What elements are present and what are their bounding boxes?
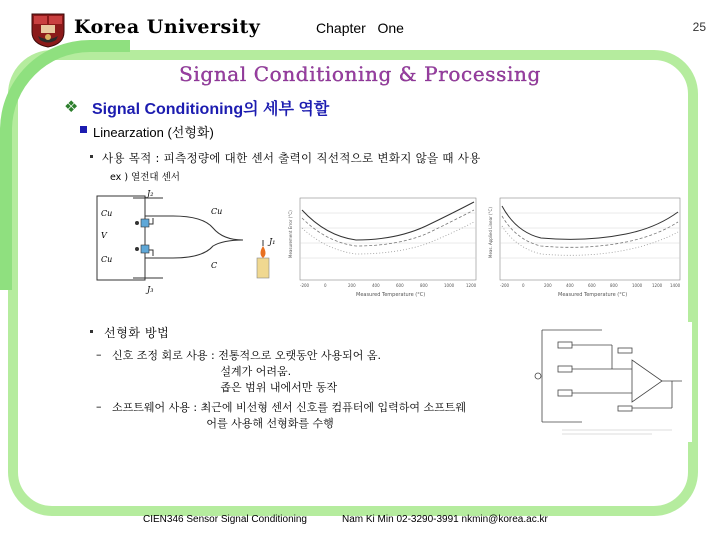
linearization-circuit-figure — [522, 322, 692, 442]
graph2-xtick: -200 — [500, 283, 510, 288]
graph2-xtick: 200 — [544, 283, 552, 288]
graph2-xtick: 800 — [610, 283, 618, 288]
sub-item-linearization: Linearzation (선형화) — [93, 125, 214, 140]
graph1-xtick: 600 — [396, 283, 404, 288]
graph2-xtick: 400 — [566, 283, 574, 288]
label-j2: J₂ — [147, 189, 154, 198]
graph1-xticks — [300, 283, 477, 288]
label-cu-right: Cu — [211, 207, 223, 216]
method1-line: 설계가 어려움. — [112, 365, 292, 378]
square-bullet-icon — [80, 126, 87, 133]
method2-line: 소프트웨어 사용 : 최근에 비선형 센서 신호를 컴퓨터에 입력하여 소프트웨 — [112, 401, 466, 414]
method2-text — [112, 400, 466, 432]
graph1-xtick: 800 — [420, 283, 428, 288]
bullet-dot-icon — [90, 330, 93, 333]
dash-bullet-icon: – — [96, 348, 102, 361]
label-v: V — [101, 231, 107, 240]
method1-line: 좁은 범위 내에서만 동작 — [112, 381, 338, 394]
graph2-ylabel: Meas. Applied Linear (°C) — [488, 207, 493, 258]
error-graph-1 — [286, 188, 484, 298]
graph1-ylabel: Measurement Error (°C) — [288, 210, 293, 258]
graph1-xtick: 200 — [348, 283, 356, 288]
example-text: ex ) 열전대 센서 — [110, 172, 180, 183]
label-cu-bottom: Cu — [101, 255, 113, 264]
graph1-xtick: -200 — [300, 283, 310, 288]
graph2-xtick: 0 — [522, 283, 525, 288]
method1-text — [112, 348, 381, 396]
method-title: 선형화 방법 — [104, 326, 170, 340]
graph2-xlabel: Measured Temperature (°C) — [558, 292, 628, 298]
chapter-title: Chapter One — [316, 20, 404, 36]
label-j1: J₁ — [269, 237, 276, 246]
footer-contact: Nam Ki Min 02-3290-3991 nkmin@korea.ac.kr — [342, 514, 548, 525]
diamond-bullet-icon: ❖ — [64, 97, 79, 116]
university-name-logo: Korea University — [74, 16, 261, 38]
graph1-xtick: 1000 — [444, 283, 455, 288]
graph2-xtick: 1000 — [632, 283, 643, 288]
purpose-text: 사용 목적 : 피측정량에 대한 센서 출력이 직선적으로 변화지 않을 때 사용 — [102, 151, 481, 165]
label-cu-top: Cu — [101, 209, 113, 218]
graph1-xtick: 0 — [324, 283, 327, 288]
label-c: C — [211, 261, 218, 270]
footer-course: CIEN346 Sensor Signal Conditioning — [143, 514, 307, 525]
graph1-xtick: 1200 — [466, 283, 477, 288]
graph2-xticks — [500, 283, 681, 288]
bullet-dot-icon — [90, 155, 93, 158]
slide-title: Signal Conditioning & Processing — [179, 62, 541, 86]
page-number: 25 — [692, 20, 706, 34]
section-heading: Signal Conditioning의 세부 역할 — [92, 101, 330, 118]
label-j3: J₃ — [147, 285, 154, 294]
graph1-xtick: 400 — [372, 283, 380, 288]
error-graph-2 — [486, 188, 686, 298]
method2-line: 어를 사용해 선형화를 수행 — [112, 417, 334, 430]
graph1-xlabel: Measured Temperature (°C) — [356, 292, 426, 298]
graph2-xtick: 1200 — [652, 283, 663, 288]
graph2-xtick: 600 — [588, 283, 596, 288]
dash-bullet-icon: – — [96, 400, 102, 413]
method1-line: 신호 조정 회로 사용 : 전통적으로 오랫동안 사용되어 옴. — [112, 349, 381, 362]
graph2-xtick: 1400 — [670, 283, 681, 288]
thermocouple-circuit-figure — [93, 188, 283, 298]
